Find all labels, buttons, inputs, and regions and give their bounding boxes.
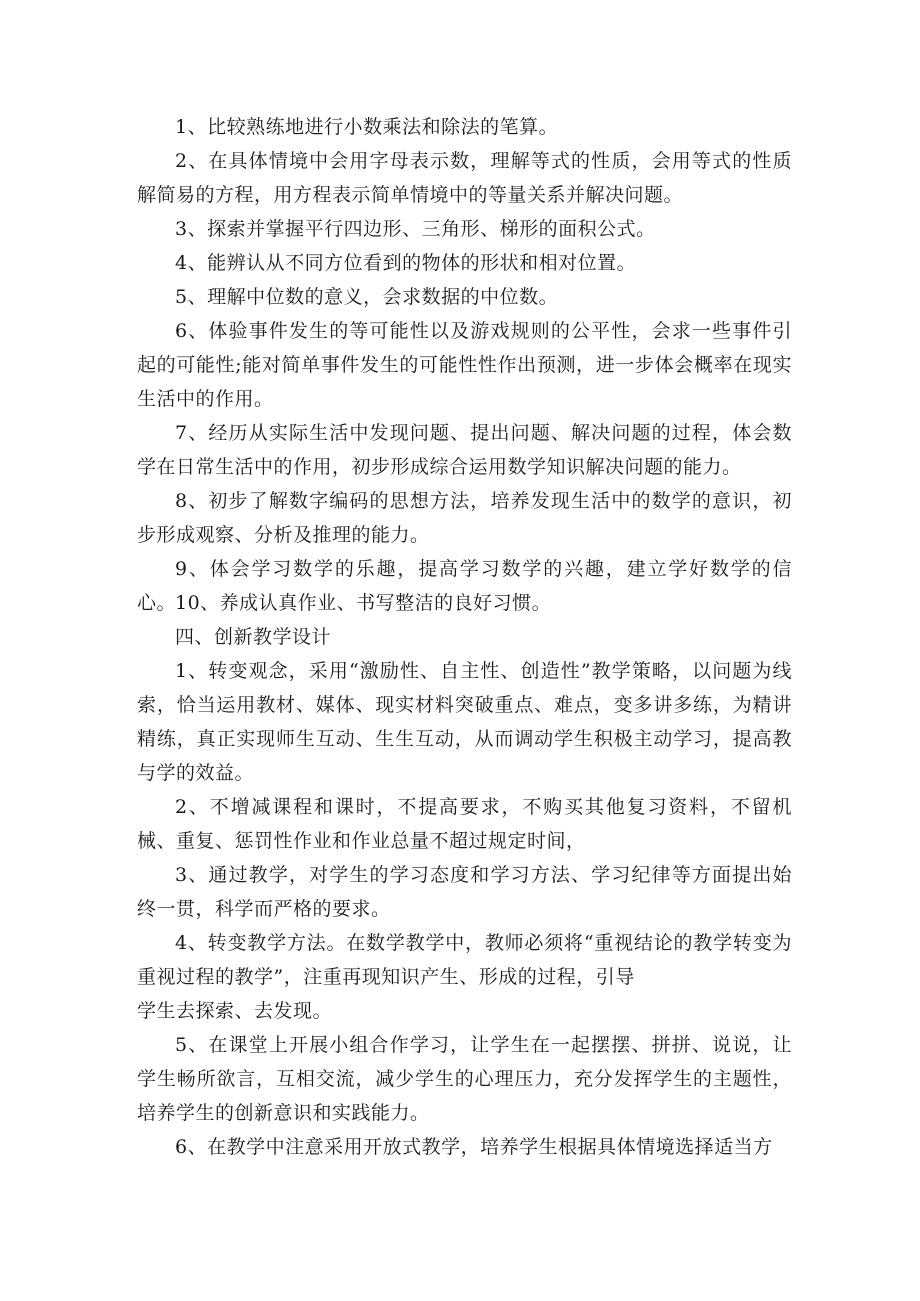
goal-1: 1、比较熟练地进行小数乘法和除法的笔算。 [175,116,559,138]
goal-3: 3、探索并掌握平行四边形、三角形、梯形的面积公式。 [175,218,656,240]
goal-9: 9、体会学习数学的乐趣，提高学习数学的兴趣，建立学好数学的信心。 [137,558,792,614]
goal-8: 8、初步了解数字编码的思想方法，培养发现生活中的数学的意识，初步形成观察、分析及推理的能力。 [137,490,792,546]
goal-7: 7、经历从实际生活中发现问题、提出问题、解决问题的过程，体会数学在日常生活中的作用，初步形成综合运用数学知识解决问题的能力。 [137,422,792,478]
design-1: 1、转变观念，采用“激励性、自主性、创造性”教学策略，以问题为线索，恰当运用教材、媒体、现实材料突破重点、难点，变多讲多练，为精讲精练，真正实现师生互动、生生互动，从而调动学生积极主动学习，提高教与学的效益。 [137,660,792,784]
design-2: 2、不增减课程和课时，不提高要求，不购买其他复习资料，不留机械、重复、惩罚性作业和作业总量不超过规定时间， [137,796,792,852]
goal-5: 5、理解中位数的意义，会求数据的中位数。 [175,286,559,308]
goal-4: 4、能辨认从不同方位看到的物体的形状和相对位置。 [175,252,637,274]
design-3: 3、通过教学，对学生的学习态度和学习方法、学习纪律等方面提出始终一贯，科学而严格的要求。 [137,864,792,920]
design-4: 4、转变教学方法。在数学教学中，教师必须将“重视结论的教学转变为重视过程的教学”，注重再现知识产生、形成的过程，引导 [137,932,792,988]
goal-6: 6、体验事件发生的等可能性以及游戏规则的公平性，会求一些事件引起的可能性;能对简单事件发生的可能性性作出预测，进一步体会概率在现实生活中的作用。 [137,320,792,410]
design-6: 6、在教学中注意采用开放式教学，培养学生根据具体情境选择适当方 [175,1136,773,1158]
design-5: 5、在课堂上开展小组合作学习，让学生在一起摆摆、拼拼、说说，让学生畅所欲言，互相交流，减少学生的心理压力，充分发挥学生的主题性，培养学生的创新意识和实践能力。 [137,1034,792,1124]
design-4-continued: 学生去探索、去发现。 [137,1000,333,1022]
goal-2: 2、在具体情境中会用字母表示数，理解等式的性质，会用等式的性质解简易的方程，用方程表示简单情境中的等量关系并解决问题。 [137,150,792,206]
goal-10: 10、养成认真作业、书写整洁的良好习惯。 [175,592,552,614]
section-heading: 四、创新教学设计 [175,626,332,648]
